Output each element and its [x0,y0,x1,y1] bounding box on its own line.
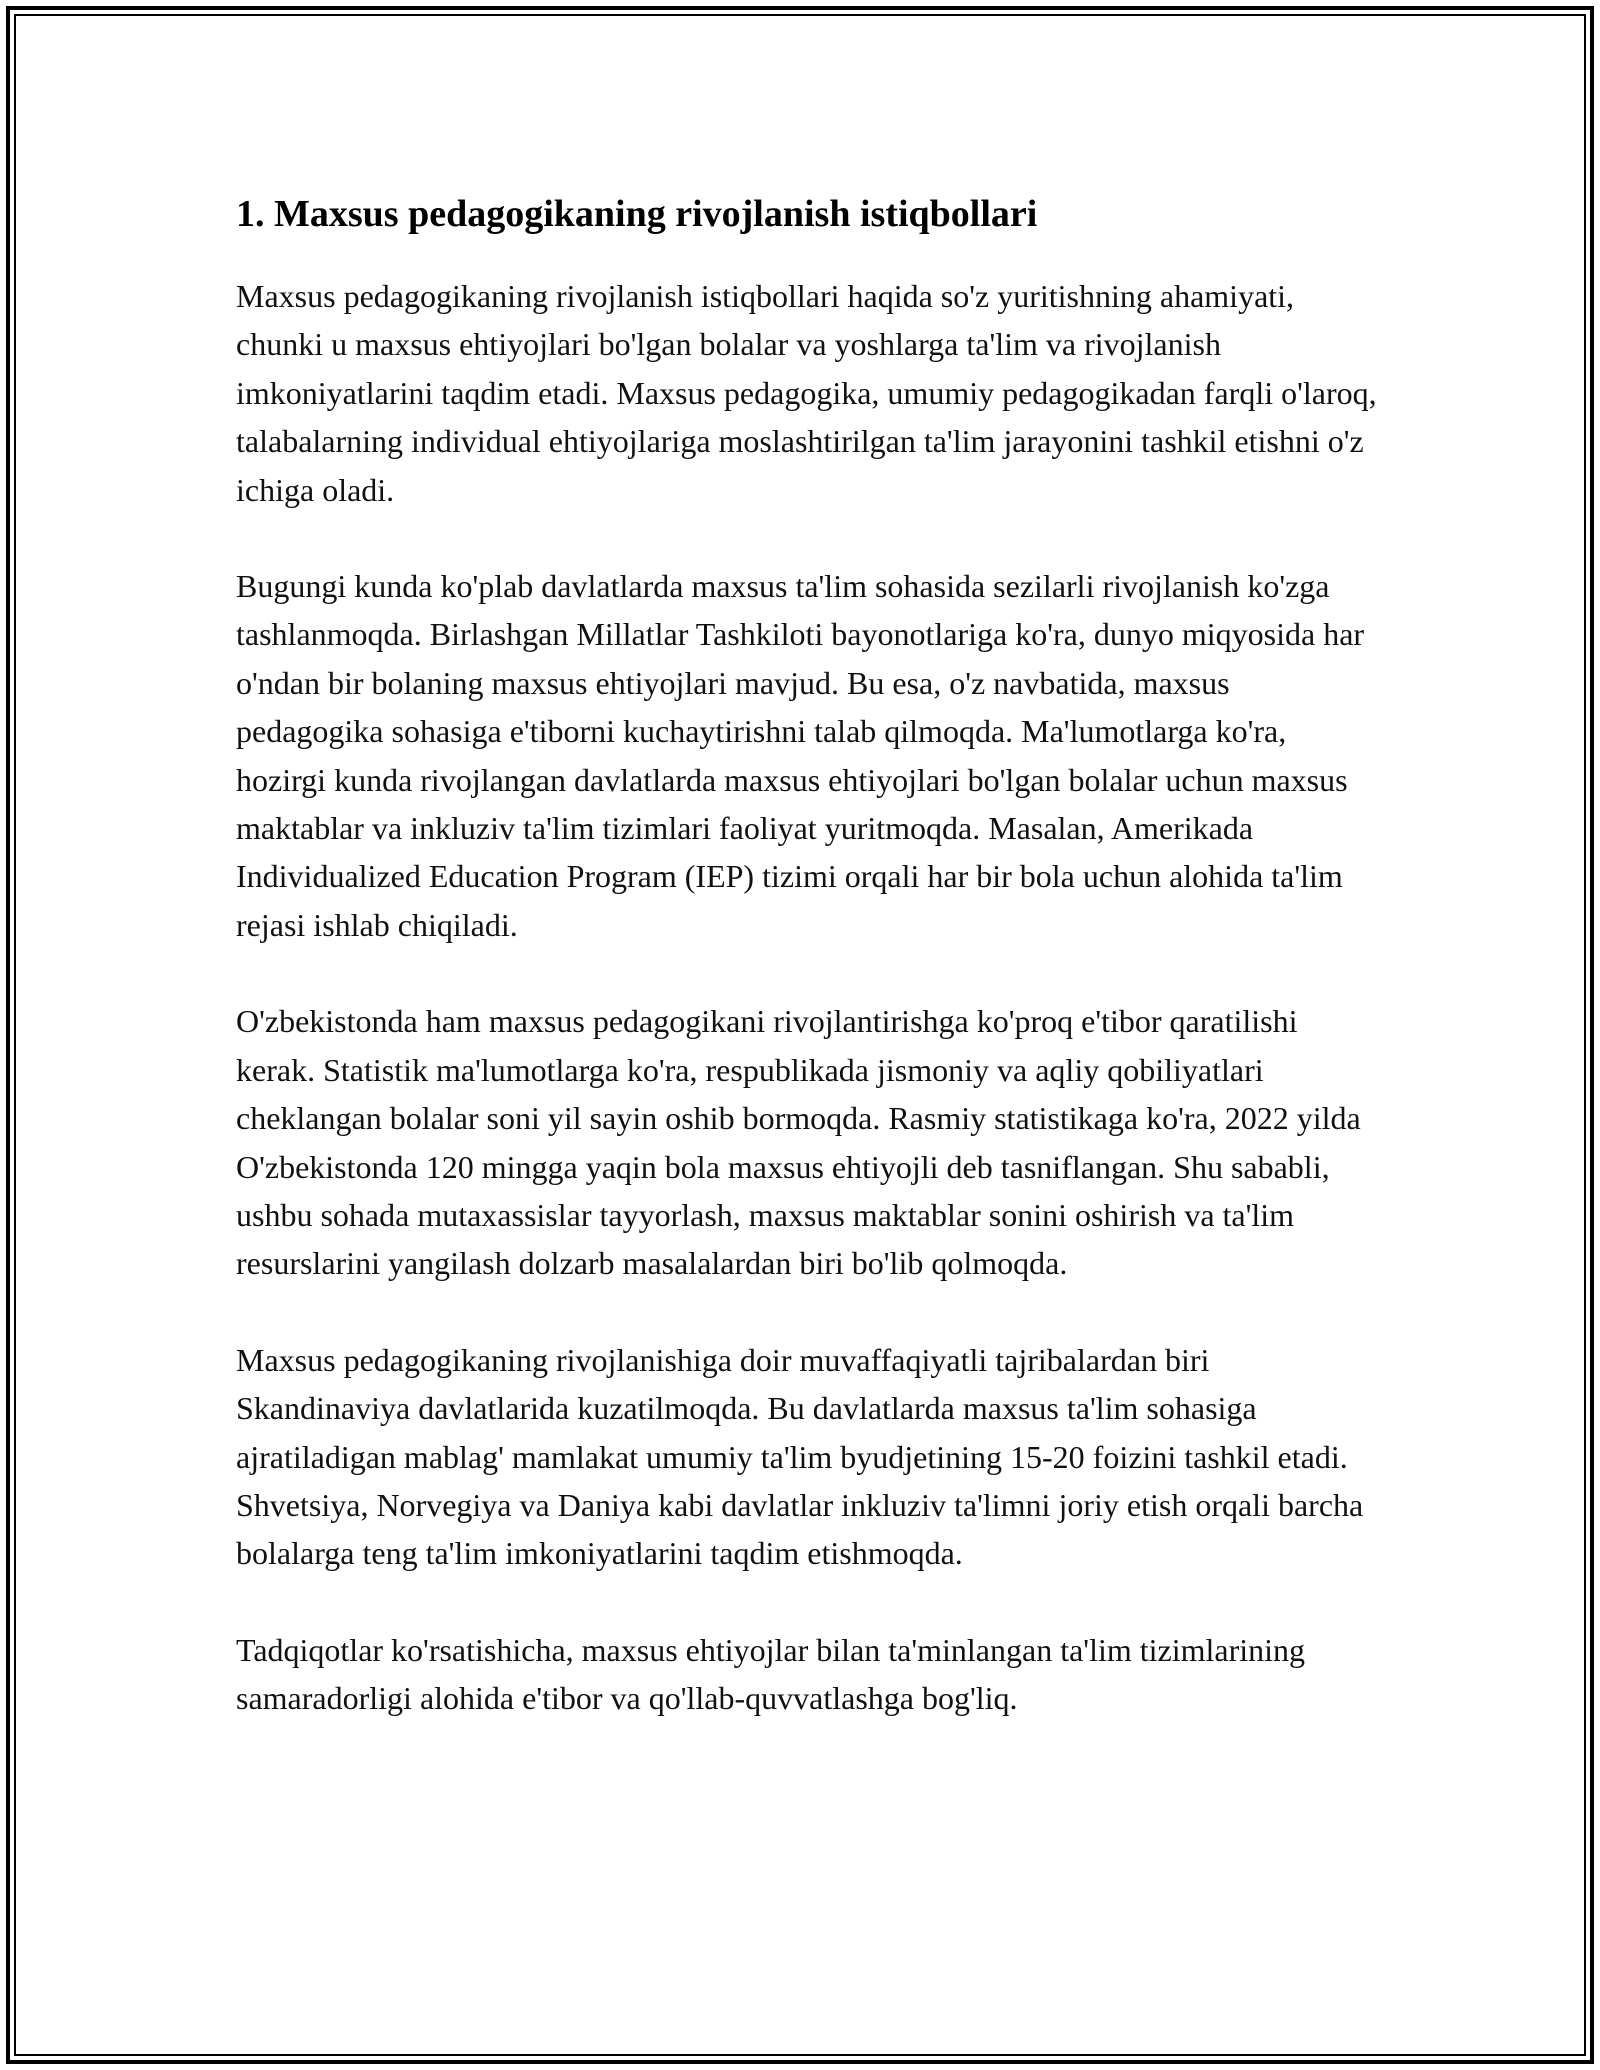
paragraph-1: Maxsus pedagogikaning rivojlanish istiqbollari haqida so'z yuritishning ahamiyati, chunki u maxsus ehtiyojlari bo'lgan bolalar va yoshlarga ta'lim va rivojlanish imkoniyatlarini taqdim etadi. Maxsus pedagogika, umumiy pedagogikadan farqli o'laroq, talabalarning individual ehtiyojlariga moslashtirilgan ta'lim jarayonini tashkil etishni o'z ichiga oladi. [236,278,1377,508]
paragraph-5: Tadqiqotlar ko'rsatishicha, maxsus ehtiyojlar bilan ta'minlangan ta'lim tizimlarining samaradorligi alohida e'tibor va qo'llab-quvvatlashga bog'liq. [236,1631,1306,1717]
paragraph-3: O'zbekistonda ham maxsus pedagogikani rivojlantirishga ko'proq e'tibor qaratilishi kerak. Statistik ma'lumotlarga ko'ra, respublikada jismoniy va aqliy qobiliyatlari cheklangan bolalar soni yil sayin oshib bormoqda. Rasmiy statistikaga ko'ra, 2022 yilda O'zbekistonda 120 mingga yaqin bola maxsus ehtiyojli deb tasniflangan. Shu sababli, ushbu sohada mutaxassislar tayyorlash, maxsus maktablar sonini oshirish va ta'lim resurslarini yangilash dolzarb masalalardan biri bo'lib qolmoqda. [236,1003,1361,1282]
document-body [236,188,1381,1771]
section-heading: 1. Maxsus pedagogikaning rivojlanish istiqbollari [236,193,1038,235]
paragraph-2: Bugungi kunda ko'plab davlatlarda maxsus ta'lim sohasida sezilarli rivojlanish ko'zga tashlanmoqda. Birlashgan Millatlar Tashkiloti bayonotlariga ko'ra, dunyo miqyosida har o'ndan bir bolaning maxsus ehtiyojlari mavjud. Bu esa, o'z navbatida, maxsus pedagogika sohasiga e'tiborni kuchaytirishni talab qilmoqda. Ma'lumotlarga ko'ra, hozirgi kunda rivojlangan davlatlarda maxsus ehtiyojlari bo'lgan bolalar uchun maxsus maktablar va inkluziv ta'lim tizimlari faoliyat yuritmoqda. Masalan, Amerikada Individualized Education Program (IEP) tizimi orqali har bir bola uchun alohida ta'lim rejasi ishlab chiqiladi. [236,568,1365,943]
paragraph-4: Maxsus pedagogikaning rivojlanishiga doir muvaffaqiyatli tajribalardan biri Skandinaviya davlatlarida kuzatilmoqda. Bu davlatlarda maxsus ta'lim sohasiga ajratiladigan mablag' mamlakat umumiy ta'lim byudjetining 15-20 foizini tashkil etadi. Shvetsiya, Norvegiya va Daniya kabi davlatlar inkluziv ta'limni joriy etish orqali barcha bolalarga teng ta'lim imkoniyatlarini taqdim etishmoqda. [236,1341,1364,1572]
